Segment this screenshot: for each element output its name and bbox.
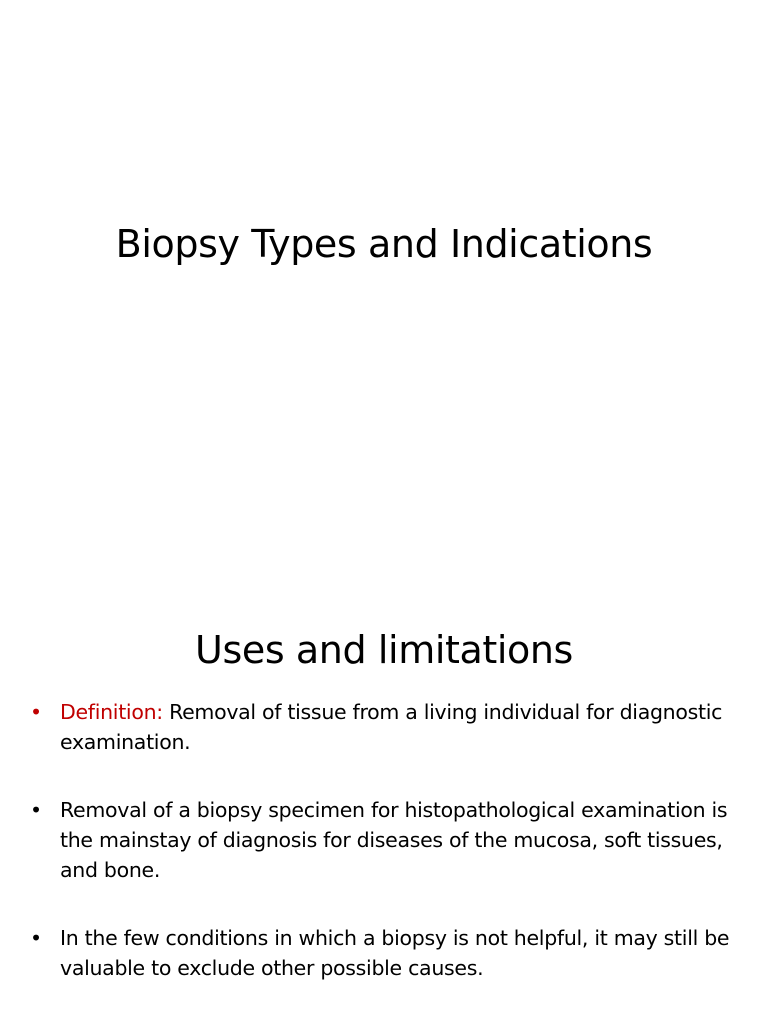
bullet-marker: • — [30, 700, 42, 724]
bullet-text: In the few conditions in which a biopsy is not helpful, it may still be valuable to exclude other possible causes. — [60, 926, 730, 980]
section-title: Uses and limitations — [195, 628, 573, 672]
bullet-item-mainstay — [30, 795, 730, 885]
bullet-marker: • — [30, 926, 42, 950]
bullet-item-definition — [30, 697, 730, 757]
bullet-item-exclusion — [30, 923, 730, 983]
definition-term: Definition: — [60, 700, 163, 724]
bullet-marker: • — [30, 798, 42, 822]
bullet-text: Removal of a biopsy specimen for histopathological examination is the mainstay of diagnosis for diseases of the mucosa, soft tissues, and bone. — [60, 798, 728, 882]
definition-text: Removal of tissue from a living individual for diagnostic examination. — [60, 700, 723, 754]
slide-title: Biopsy Types and Indications — [115, 222, 653, 266]
bullet-text — [60, 697, 730, 757]
